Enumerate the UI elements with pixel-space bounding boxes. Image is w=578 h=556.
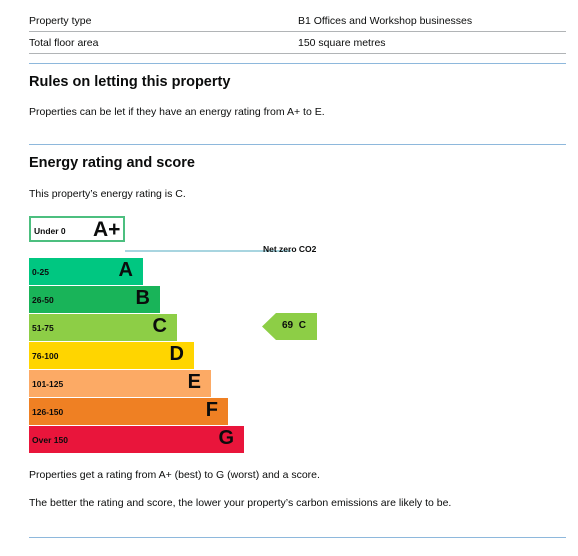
summary-key: Total floor area — [29, 37, 99, 49]
band-letter: E — [187, 371, 201, 393]
band-range: 126-150 — [32, 407, 64, 417]
band-a — [29, 258, 143, 285]
property-summary-list — [29, 10, 566, 54]
band-range: Over 150 — [32, 435, 68, 445]
summary-key: Property type — [29, 15, 92, 27]
band-letter: D — [169, 343, 184, 365]
net-zero-label: Net zero CO2 — [263, 244, 317, 254]
rules-text: Properties can be let if they have an energy rating from A+ to E. — [29, 106, 325, 118]
band-b — [29, 286, 160, 313]
band-letter: B — [135, 287, 150, 309]
band-aplus — [29, 216, 125, 242]
energy-rating-heading: Energy rating and score — [29, 155, 195, 171]
section-divider — [29, 63, 566, 64]
band-letter: A+ — [93, 218, 121, 241]
band-c — [29, 314, 177, 341]
band-letter: F — [205, 399, 218, 421]
band-f — [29, 398, 228, 425]
band-range: 26-50 — [32, 295, 54, 305]
rating-explanation: Properties get a rating from A+ (best) to G (worst) and a score. — [29, 469, 320, 481]
band-range: Under 0 — [34, 226, 66, 236]
rules-heading: Rules on letting this property — [29, 74, 231, 90]
current-rating-arrow — [262, 313, 317, 340]
band-range: 0-25 — [32, 267, 50, 277]
section-divider — [29, 144, 566, 145]
band-e — [29, 370, 211, 397]
band-letter: A — [118, 259, 133, 281]
summary-row-property-type — [29, 10, 566, 32]
band-d — [29, 342, 194, 369]
current-score: 69 — [282, 320, 294, 331]
band-range: 101-125 — [32, 379, 64, 389]
band-range: 51-75 — [32, 323, 54, 333]
energy-rating-text: This property’s energy rating is C. — [29, 188, 186, 200]
band-range: 76-100 — [32, 351, 59, 361]
section-divider — [29, 537, 566, 538]
summary-value: 150 square metres — [298, 37, 386, 49]
current-letter: C — [298, 320, 306, 331]
emissions-explanation: The better the rating and score, the lower your property’s carbon emissions are likely to be. — [29, 497, 452, 509]
band-g — [29, 426, 244, 453]
summary-value: B1 Offices and Workshop businesses — [298, 15, 473, 27]
current-rating-label — [282, 320, 306, 331]
band-letter: G — [218, 427, 234, 449]
band-letter: C — [152, 315, 167, 337]
energy-rating-graph — [29, 216, 329, 456]
summary-row-floor-area — [29, 32, 566, 54]
